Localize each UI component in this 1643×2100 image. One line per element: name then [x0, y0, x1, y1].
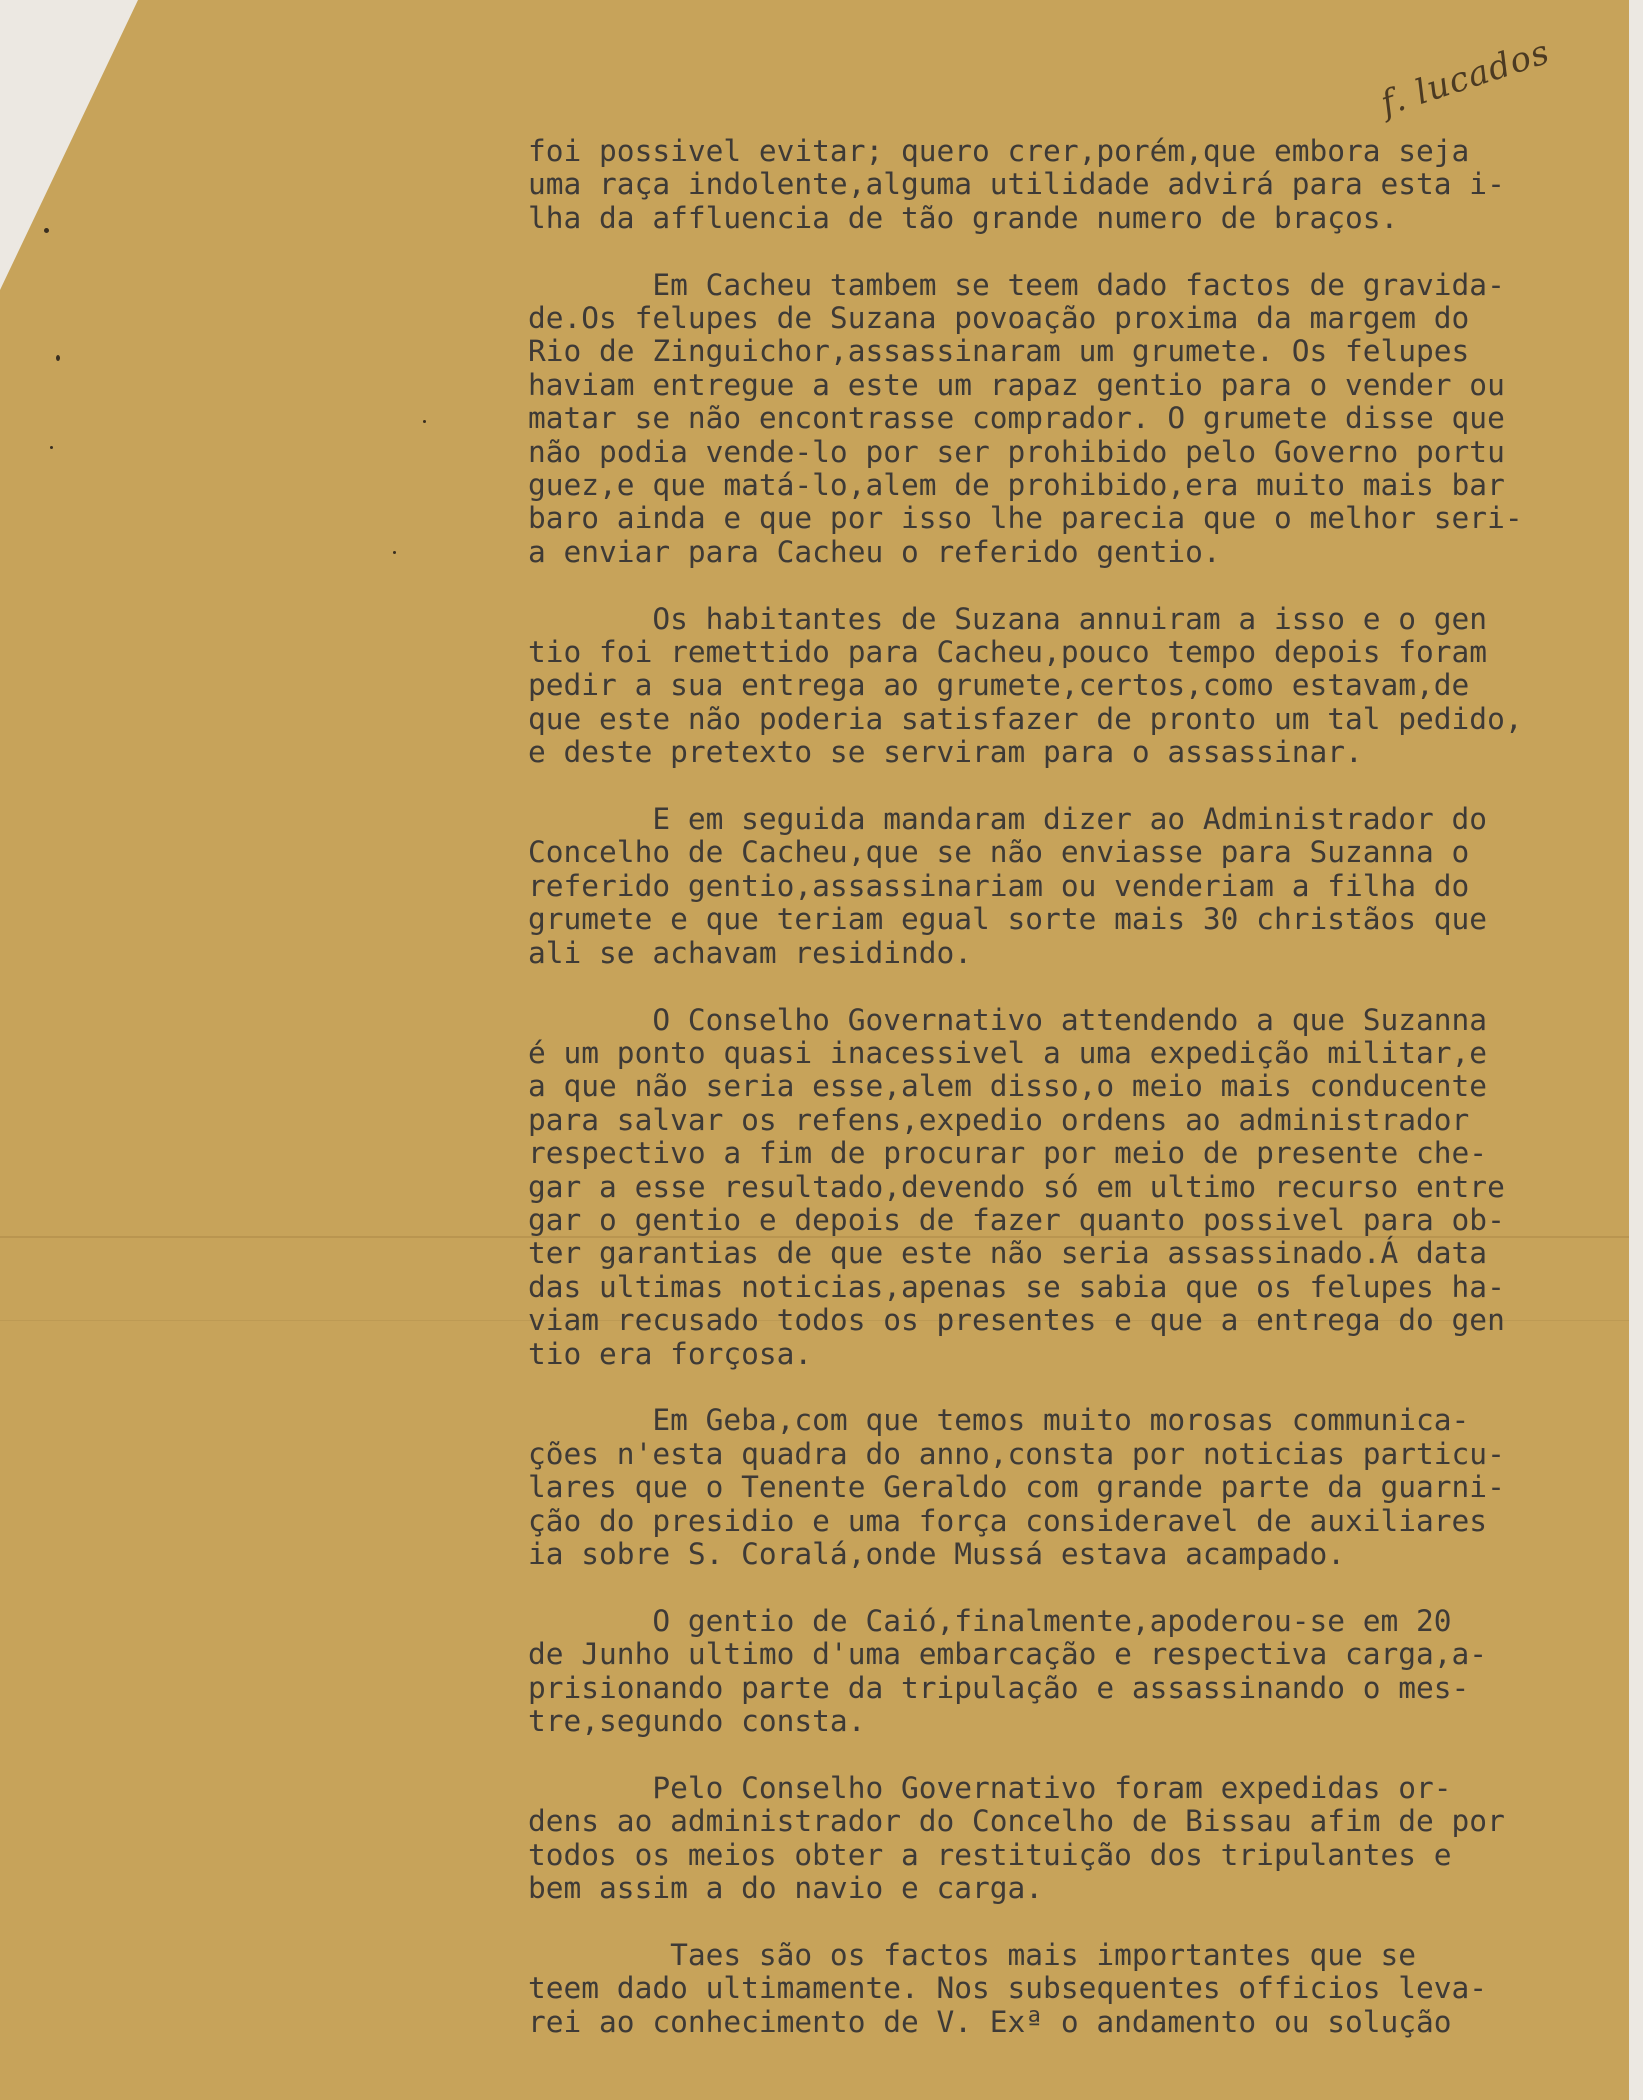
text-line: dens ao administrador do Concelho de Bissau afim de por [528, 1804, 1505, 1839]
paragraph-gap [528, 770, 1618, 803]
text-line: baro ainda e que por isso lhe parecia que o melhor seri- [528, 501, 1523, 536]
text-line: gar a esse resultado,devendo só em ultimo recurso entre [528, 1169, 1505, 1204]
text-line: ter garantias de que este não seria assassinado.Á data [528, 1236, 1488, 1271]
text-line: E em seguida mandaram dizer ao Administrador do [528, 802, 1488, 837]
text-line: uma raça indolente,alguma utilidade advirá para esta i- [528, 167, 1505, 202]
paragraph [528, 1404, 1618, 1571]
text-line: gar o gentio e depois de fazer quanto possivel para ob- [528, 1202, 1505, 1237]
page-edge [1629, 0, 1643, 2100]
text-line: O Conselho Governativo attendendo a que Suzanna [528, 1002, 1488, 1037]
text-line: Pelo Conselho Governativo foram expedidas or- [528, 1770, 1452, 1805]
text-line: Rio de Zinguichor,assassinaram um grumete. Os felupes [528, 334, 1470, 369]
text-line: haviam entregue a este um rapaz gentio para o vender ou [528, 367, 1505, 402]
text-line: ali se achavam residindo. [528, 935, 973, 970]
text-line: prisionando parte da tripulação e assassinando o mes- [528, 1670, 1470, 1705]
paragraph-gap [528, 1571, 1618, 1604]
ink-speck [56, 355, 60, 361]
text-line: rei ao conhecimento de V. Exª o andamento ou solução [528, 2004, 1452, 2039]
text-line: a enviar para Cacheu o referido gentio. [528, 534, 1221, 569]
text-line: Taes são os factos mais importantes que se [528, 1937, 1417, 1972]
text-line: de Junho ultimo d'uma embarcação e respectiva carga,a- [528, 1637, 1488, 1672]
text-line: que este não poderia satisfazer de pronto um tal pedido, [528, 701, 1523, 736]
paragraph [528, 1772, 1618, 1906]
text-line: Em Geba,com que temos muito morosas communica- [528, 1403, 1470, 1438]
text-line: lha da affluencia de tão grande numero de braços. [528, 200, 1399, 235]
text-line: respectivo a fim de procurar por meio de presente che- [528, 1136, 1488, 1171]
text-line: de.Os felupes de Suzana povoação proxima da margem do [528, 301, 1470, 336]
text-line: ções n'esta quadra do anno,consta por noticias particu- [528, 1436, 1505, 1471]
text-line: Os habitantes de Suzana annuiram a isso e o gen [528, 601, 1488, 636]
ink-speck [50, 446, 53, 449]
paragraph-gap [528, 1905, 1618, 1938]
text-line: ia sobre S. Coralá,onde Mussá estava acampado. [528, 1536, 1345, 1571]
text-line: e deste pretexto se serviram para o assassinar. [528, 735, 1363, 770]
typewritten-body [528, 135, 1618, 2039]
text-line: é um ponto quasi inacessivel a uma expedição militar,e [528, 1035, 1488, 1070]
text-line: para salvar os refens,expedio ordens ao administrador [528, 1102, 1470, 1137]
paragraph [528, 135, 1618, 235]
text-line: não podia vende-lo por ser prohibido pelo Governo portu [528, 434, 1505, 469]
ink-speck [44, 228, 49, 233]
text-line: Concelho de Cacheu,que se não enviasse para Suzanna o [528, 835, 1470, 870]
text-line: referido gentio,assassinariam ou venderiam a filha do [528, 868, 1470, 903]
paragraph [528, 1939, 1618, 2039]
paragraph-gap [528, 1371, 1618, 1404]
text-line: O gentio de Caió,finalmente,apoderou-se em 20 [528, 1603, 1452, 1638]
text-line: teem dado ultimamente. Nos subsequentes officios leva- [528, 1971, 1488, 2006]
paragraph [528, 1004, 1618, 1371]
paragraph [528, 803, 1618, 970]
text-line: tio foi remettido para Cacheu,pouco tempo depois foram [528, 635, 1488, 670]
text-line: guez,e que matá-lo,alem de prohibido,era muito mais bar [528, 468, 1505, 503]
ink-speck [393, 551, 396, 554]
text-line: grumete e que teriam egual sorte mais 30 christãos que [528, 902, 1488, 937]
text-line: Em Cacheu tambem se teem dado factos de gravida- [528, 267, 1505, 302]
text-line: viam recusado todos os presentes e que a entrega do gen [528, 1303, 1505, 1338]
text-line: todos os meios obter a restituição dos tripulantes e [528, 1837, 1452, 1872]
paragraph-gap [528, 1738, 1618, 1771]
text-line: foi possivel evitar; quero crer,porém,que embora seja [528, 134, 1470, 168]
folded-corner [0, 0, 138, 290]
text-line: matar se não encontrasse comprador. O grumete disse que [528, 401, 1505, 436]
ink-speck [423, 420, 426, 423]
text-line: bem assim a do navio e carga. [528, 1871, 1044, 1906]
text-line: a que não seria esse,alem disso,o meio mais conducente [528, 1069, 1488, 1104]
text-line: pedir a sua entrega ao grumete,certos,como estavam,de [528, 668, 1470, 703]
text-line: das ultimas noticias,apenas se sabia que os felupes ha- [528, 1269, 1505, 1304]
paragraph [528, 603, 1618, 770]
paragraph-gap [528, 569, 1618, 602]
paragraph-gap [528, 970, 1618, 1003]
paragraph-gap [528, 235, 1618, 268]
text-line: tre,segundo consta. [528, 1704, 866, 1738]
text-line: ção do presidio e uma força consideravel de auxiliares [528, 1503, 1488, 1538]
text-line: tio era forçosa. [528, 1336, 813, 1371]
paragraph [528, 269, 1618, 570]
text-line: lares que o Tenente Geraldo com grande parte da guarni- [528, 1470, 1505, 1505]
handwritten-annotation: f. lucados [1376, 31, 1555, 125]
paragraph [528, 1605, 1618, 1739]
